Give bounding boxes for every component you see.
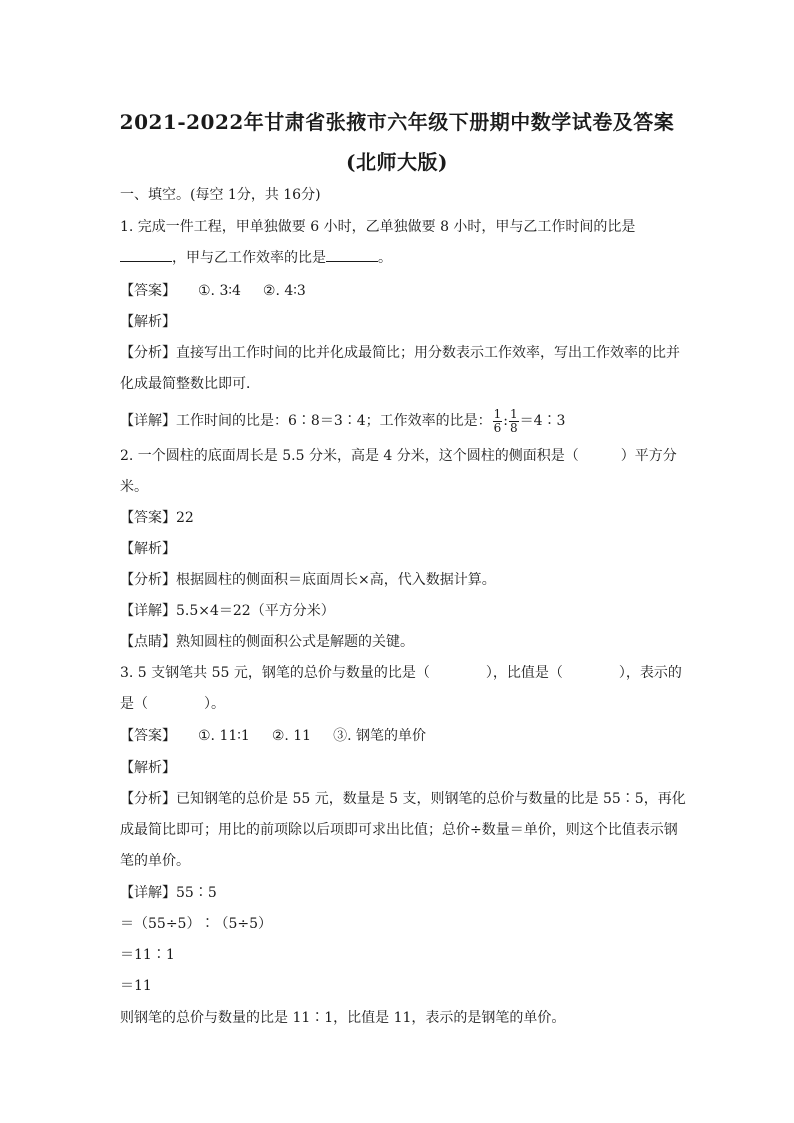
q2-analysis-label: 【解析】 [120, 541, 176, 557]
q3-conclusion: 则钢笔的总价与数量的比是 11∶1，比值是 11，表示的是钢笔的单价。 [120, 1010, 566, 1026]
page-title: 2021-2022年甘肃省张掖市六年级下册期中数学试卷及答案 [119, 110, 675, 134]
fraction-one-eighth: $\frac{1}{8}$ [510, 406, 518, 435]
ratio-colon: : [503, 413, 508, 429]
q3-fenxi-line1: 【分析】已知钢笔的总价是 55 元，数量是 5 支，则钢笔的总价与数量的比是 55∶5，再化 [120, 791, 686, 807]
section-heading: 一、填空。(每空 1分，共 16分) [120, 187, 321, 203]
q2-xiangjie: 【详解】5.5×4＝22（平方分米） [120, 603, 335, 619]
q3-answer [120, 727, 680, 745]
q2-text-line1: 2. 一个圆柱的底面周长是 5.5 分米，高是 4 分米，这个圆柱的侧面积是（ ）平方分 [120, 448, 677, 464]
q3-xiangjie-line1: 【详解】55∶5 [120, 885, 217, 901]
q1-blank-2 [326, 248, 378, 262]
page-subtitle: (北师大版) [346, 150, 448, 174]
q3-answer-1: ①. 11∶1 [198, 728, 250, 744]
q1-xiangjie [120, 404, 680, 438]
q1-end-text: 。 [378, 250, 392, 266]
q1-xiangjie-pre: 【详解】工作时间的比是：6∶8＝3∶4；工作效率的比是： [120, 413, 492, 429]
q1-answer-1: ①. 3∶4 [198, 283, 241, 299]
q1-text-line2 [120, 248, 680, 267]
q3-xiangjie-line3: ＝11∶1 [120, 947, 175, 963]
q1-blank-1 [120, 248, 172, 262]
q3-text-line1: 3. 5 支钢笔共 55 元，钢笔的总价与数量的比是（ ），比值是（ ），表示的 [120, 665, 682, 681]
q3-fenxi-line2: 成最简比即可；用比的前项除以后项即可求出比值；总价÷数量＝单价，则这个比值表示钢 [120, 822, 678, 838]
q1-fenxi-line2: 化成最简整数比即可． [120, 376, 260, 392]
q1-analysis-label: 【解析】 [120, 314, 176, 330]
q3-text-line2: 是（ ）。 [120, 696, 225, 712]
q2-fenxi: 【分析】根据圆柱的侧面积＝底面周长×高，代入数据计算。 [120, 572, 496, 588]
q1-fenxi-line1: 【分析】直接写出工作时间的比并化成最简比；用分数表示工作效率，写出工作效率的比并 [120, 345, 680, 361]
q3-xiangjie-line2: ＝（55÷5）∶（5÷5） [120, 916, 272, 932]
q1-xiangjie-post: ＝4∶3 [519, 413, 566, 429]
q3-answer-3: ③. 钢笔的单价 [333, 728, 426, 744]
q3-answer-2: ②. 11 [271, 728, 312, 744]
q2-dianjing: 【点睛】熟知圆柱的侧面积公式是解题的关键。 [120, 634, 414, 650]
q3-analysis-label: 【解析】 [120, 760, 176, 776]
q2-text-line2: 米。 [120, 479, 148, 495]
q2-answer: 【答案】22 [120, 510, 194, 526]
q1-text-line1: 1. 完成一件工程，甲单独做要 6 小时，乙单独做要 8 小时，甲与乙工作时间的比是 [120, 219, 636, 235]
q1-answer-2: ②. 4∶3 [262, 283, 306, 299]
answer-label: 【答案】 [120, 283, 176, 299]
q3-fenxi-line3: 笔的单价。 [120, 853, 190, 869]
answer-label: 【答案】 [120, 728, 176, 744]
q1-answer [120, 282, 680, 300]
q3-xiangjie-line4: ＝11 [120, 978, 152, 994]
fraction-one-sixth: $\frac{1}{6}$ [493, 406, 502, 435]
q1-mid-text: ，甲与乙工作效率的比是 [172, 250, 326, 266]
